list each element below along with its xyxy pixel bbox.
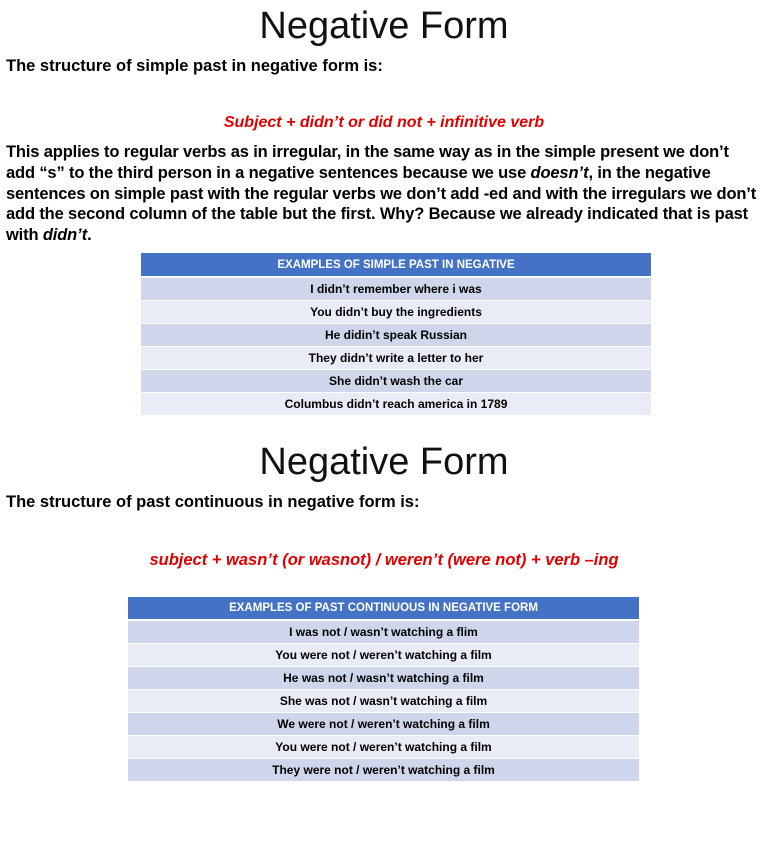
structure-formula: subject + wasn’t (or wasnot) / weren’t (were not) + verb –ing bbox=[149, 551, 619, 569]
table-row bbox=[128, 736, 639, 759]
table-cell: He was not / wasn’t watching a film bbox=[128, 667, 639, 690]
paragraph-text: This applies to regular verbs as in irregular, in the same way as in the simple present we don’t add “s” to the third person in a negative sentences because we use bbox=[6, 143, 729, 182]
table-row bbox=[141, 393, 651, 416]
table-row bbox=[128, 667, 639, 690]
table-cell: She was not / wasn’t watching a film bbox=[128, 690, 639, 713]
section-title: Negative Form bbox=[259, 441, 509, 483]
table-cell: They were not / weren’t watching a film bbox=[128, 759, 639, 782]
table-cell: I didn’t remember where i was bbox=[141, 277, 651, 301]
table-cell: You didn’t buy the ingredients bbox=[141, 301, 651, 324]
paragraph-text: . bbox=[87, 226, 92, 245]
table-row bbox=[128, 713, 639, 736]
examples-table bbox=[128, 597, 639, 782]
table-row bbox=[128, 690, 639, 713]
paragraph-text: , in the negative sentences on simple past with the regular verbs we don’t add -ed and with the irregulars we don’t add the second column of the table but the first. Why? Because we already indicated that is past with bbox=[6, 163, 757, 245]
examples-table bbox=[141, 253, 651, 416]
table-cell: We were not / weren’t watching a film bbox=[128, 713, 639, 736]
table-header: EXAMPLES OF PAST CONTINUOUS IN NEGATIVE FORM bbox=[128, 597, 639, 620]
table-row bbox=[141, 301, 651, 324]
paragraph-emphasis: doesn’t bbox=[530, 163, 589, 182]
table-row bbox=[141, 347, 651, 370]
structure-formula: Subject + didn’t or did not + infinitive verb bbox=[223, 114, 545, 131]
table-row bbox=[141, 370, 651, 393]
table-row bbox=[128, 759, 639, 782]
table-cell: I was not / wasn’t watching a flim bbox=[128, 620, 639, 644]
paragraph-emphasis: didn’t bbox=[42, 226, 88, 245]
table-row bbox=[141, 324, 651, 347]
table-cell: Columbus didn’t reach america in 1789 bbox=[141, 393, 651, 416]
table-header: EXAMPLES OF SIMPLE PAST IN NEGATIVE bbox=[141, 253, 651, 277]
explanation-paragraph bbox=[6, 142, 761, 246]
table-row bbox=[141, 277, 651, 301]
structure-intro: The structure of past continuous in negative form is: bbox=[6, 493, 420, 511]
table-row bbox=[128, 620, 639, 644]
table-cell: He didin’t speak Russian bbox=[141, 324, 651, 347]
table-row bbox=[128, 644, 639, 667]
table-cell: They didn’t write a letter to her bbox=[141, 347, 651, 370]
section-title: Negative Form bbox=[259, 5, 509, 47]
structure-intro: The structure of simple past in negative form is: bbox=[6, 57, 383, 75]
table-cell: She didn’t wash the car bbox=[141, 370, 651, 393]
table-cell: You were not / weren’t watching a film bbox=[128, 644, 639, 667]
table-cell: You were not / weren’t watching a film bbox=[128, 736, 639, 759]
